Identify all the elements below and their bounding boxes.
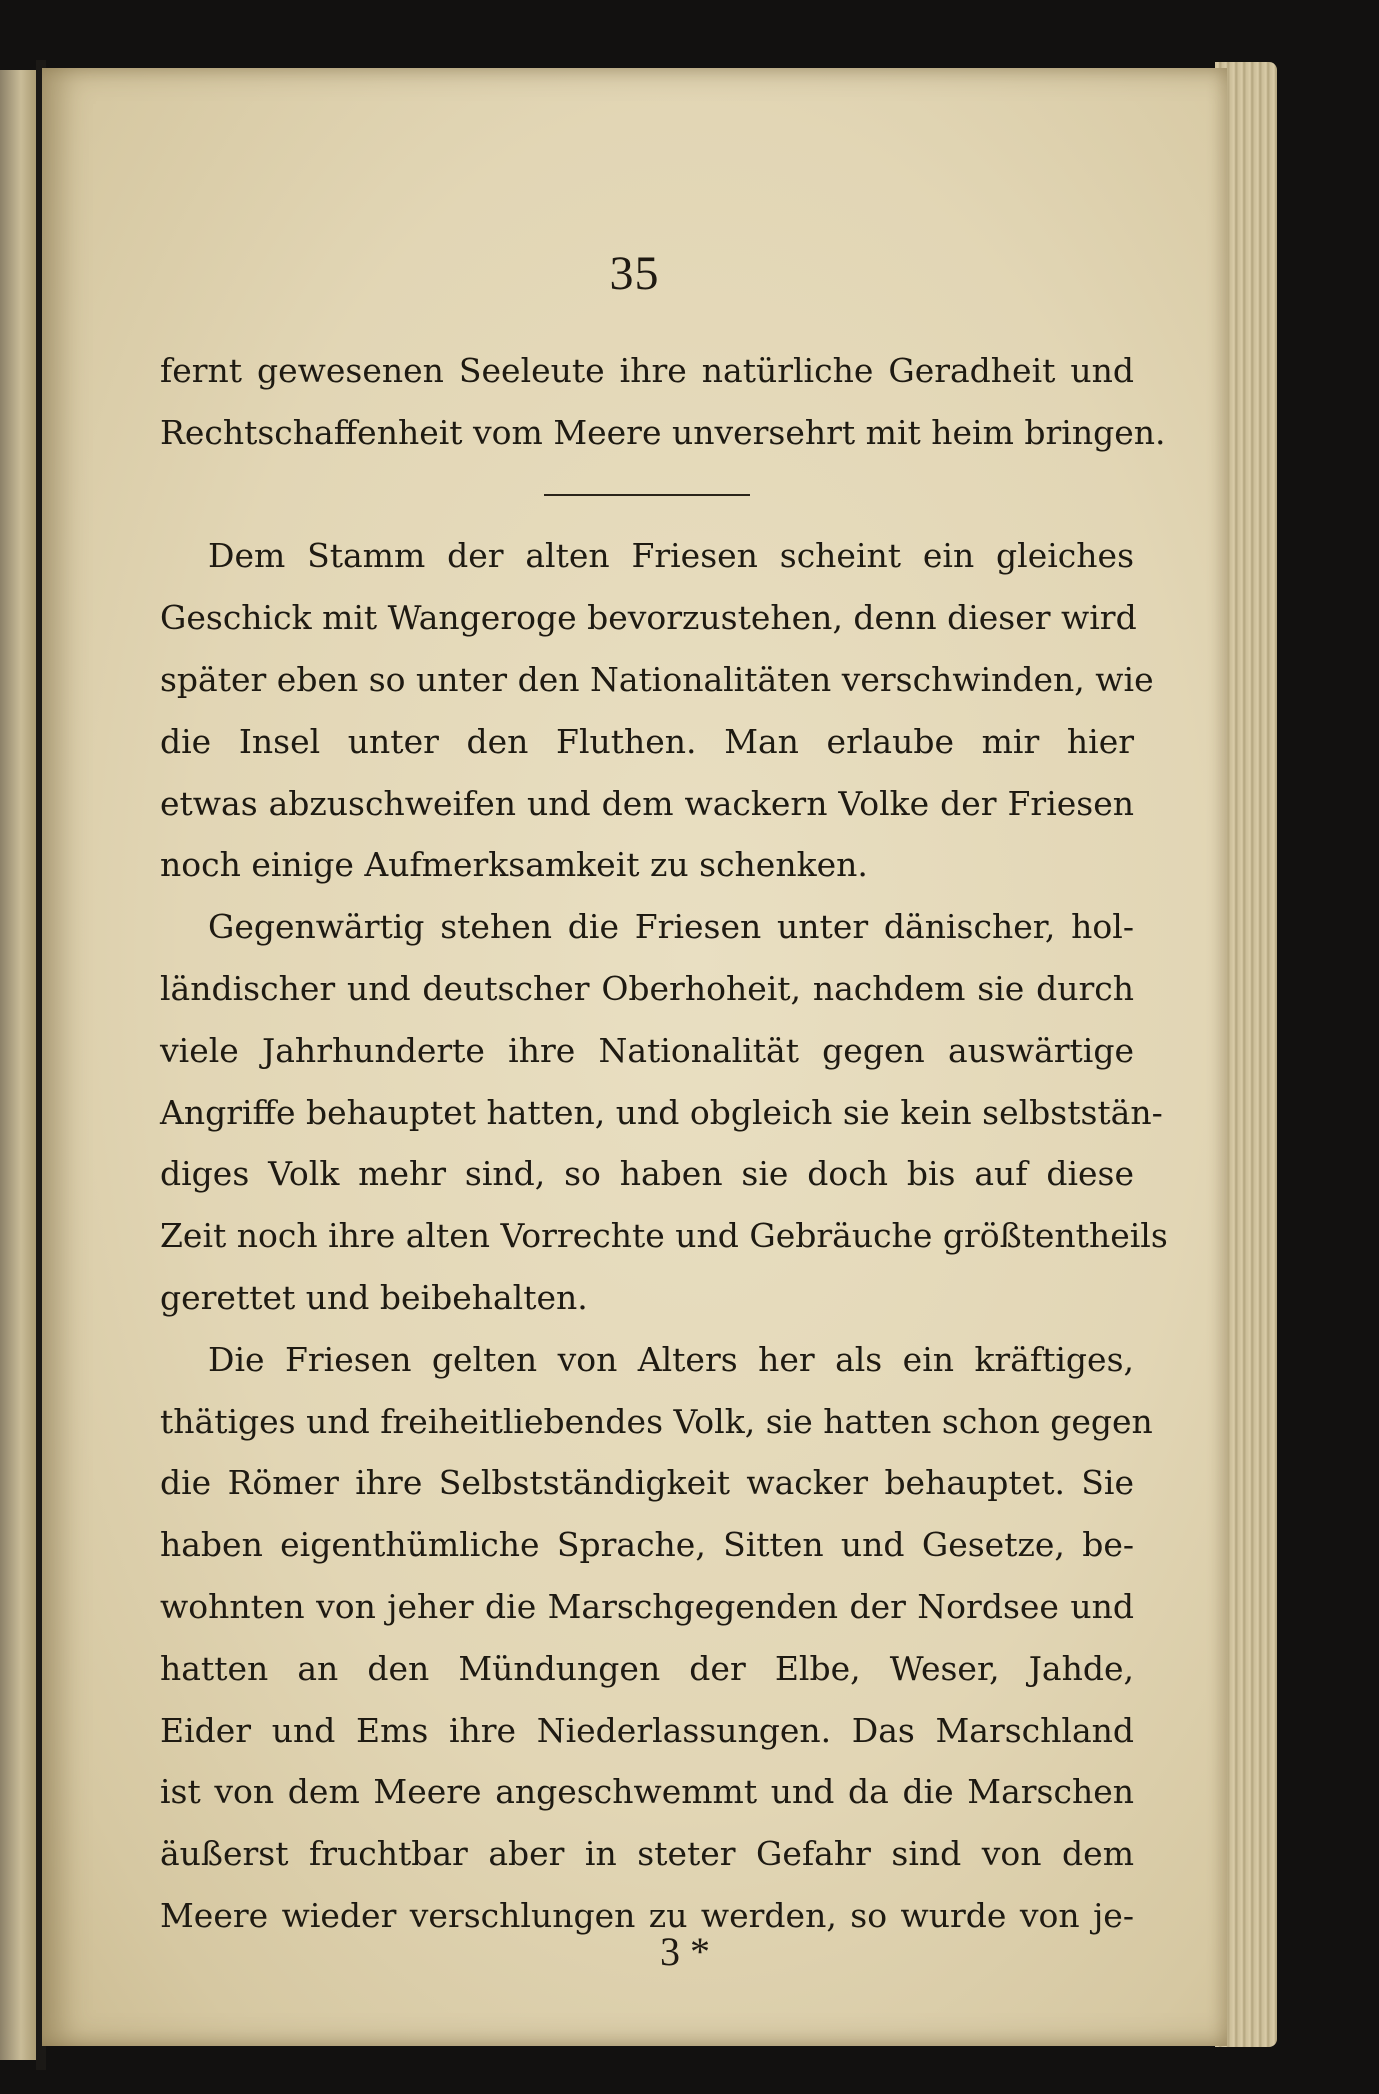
- text-line: Gegenwärtig stehen die Friesen unter dänischer, hol-: [208, 907, 1134, 947]
- text-line: Die Friesen gelten von Alters her als ein kräftiges,: [208, 1339, 1134, 1379]
- text-line: diges Volk mehr sind, so haben sie doch bis auf diese: [160, 1154, 1134, 1194]
- text-line: wohnten von jeher die Marschgegenden der Nordsee und: [160, 1586, 1134, 1626]
- text-line: etwas abzuschweifen und dem wackern Volke der Friesen: [160, 783, 1134, 823]
- facing-page-edge: [0, 70, 38, 2060]
- text-line: gerettet und beibehalten.: [160, 1277, 588, 1317]
- text-line: Angriffe behauptet hatten, und obgleich sie kein selbststän-: [160, 1092, 1163, 1132]
- text-line: Meere wieder verschlungen zu werden, so wurde von je-: [160, 1895, 1134, 1935]
- text-line: die Römer ihre Selbstständigkeit wacker behauptet. Sie: [160, 1463, 1134, 1503]
- text-line: thätiges und freiheitliebendes Volk, sie hatten schon gegen: [160, 1401, 1153, 1441]
- text-line: hatten an den Mündungen der Elbe, Weser, Jahde,: [160, 1648, 1134, 1688]
- section-divider: [160, 464, 1134, 526]
- text-line: noch einige Aufmerksamkeit zu schenken.: [160, 845, 868, 885]
- text-line: ist von dem Meere angeschwemmt und da die Marschen: [160, 1772, 1134, 1812]
- page-number: 35: [609, 247, 660, 300]
- text-line: später eben so unter den Nationalitäten verschwinden, wie: [160, 659, 1154, 699]
- text-line: äußerst fruchtbar aber in steter Gefahr sind von dem: [160, 1834, 1134, 1874]
- text-line: viele Jahrhunderte ihre Nationalität gegen auswärtige: [160, 1030, 1134, 1070]
- text-block: [160, 340, 1168, 1947]
- text-line: Geschick mit Wangeroge bevorzustehen, denn dieser wird: [160, 598, 1137, 638]
- text-line: Rechtschaffenheit vom Meere unversehrt mit heim bringen.: [160, 412, 1166, 452]
- text-line: Zeit noch ihre alten Vorrechte und Gebräuche größtentheils: [160, 1216, 1168, 1256]
- book-page: [42, 68, 1227, 2046]
- text-line: fernt gewesenen Seeleute ihre natürliche Geradheit und: [160, 351, 1134, 390]
- text-line: die Insel unter den Fluthen. Man erlaube mir hier: [160, 721, 1134, 761]
- text-line: ländischer und deutscher Oberhoheit, nachdem sie durch: [160, 968, 1134, 1008]
- signature-mark: 3 *: [660, 1929, 710, 1974]
- text-line: haben eigenthümliche Sprache, Sitten und Gesetze, be-: [160, 1525, 1134, 1565]
- text-line: Eider und Ems ihre Niederlassungen. Das Marschland: [160, 1710, 1134, 1750]
- text-line: Dem Stamm der alten Friesen scheint ein gleiches: [208, 536, 1134, 576]
- divider-rule: [544, 494, 750, 496]
